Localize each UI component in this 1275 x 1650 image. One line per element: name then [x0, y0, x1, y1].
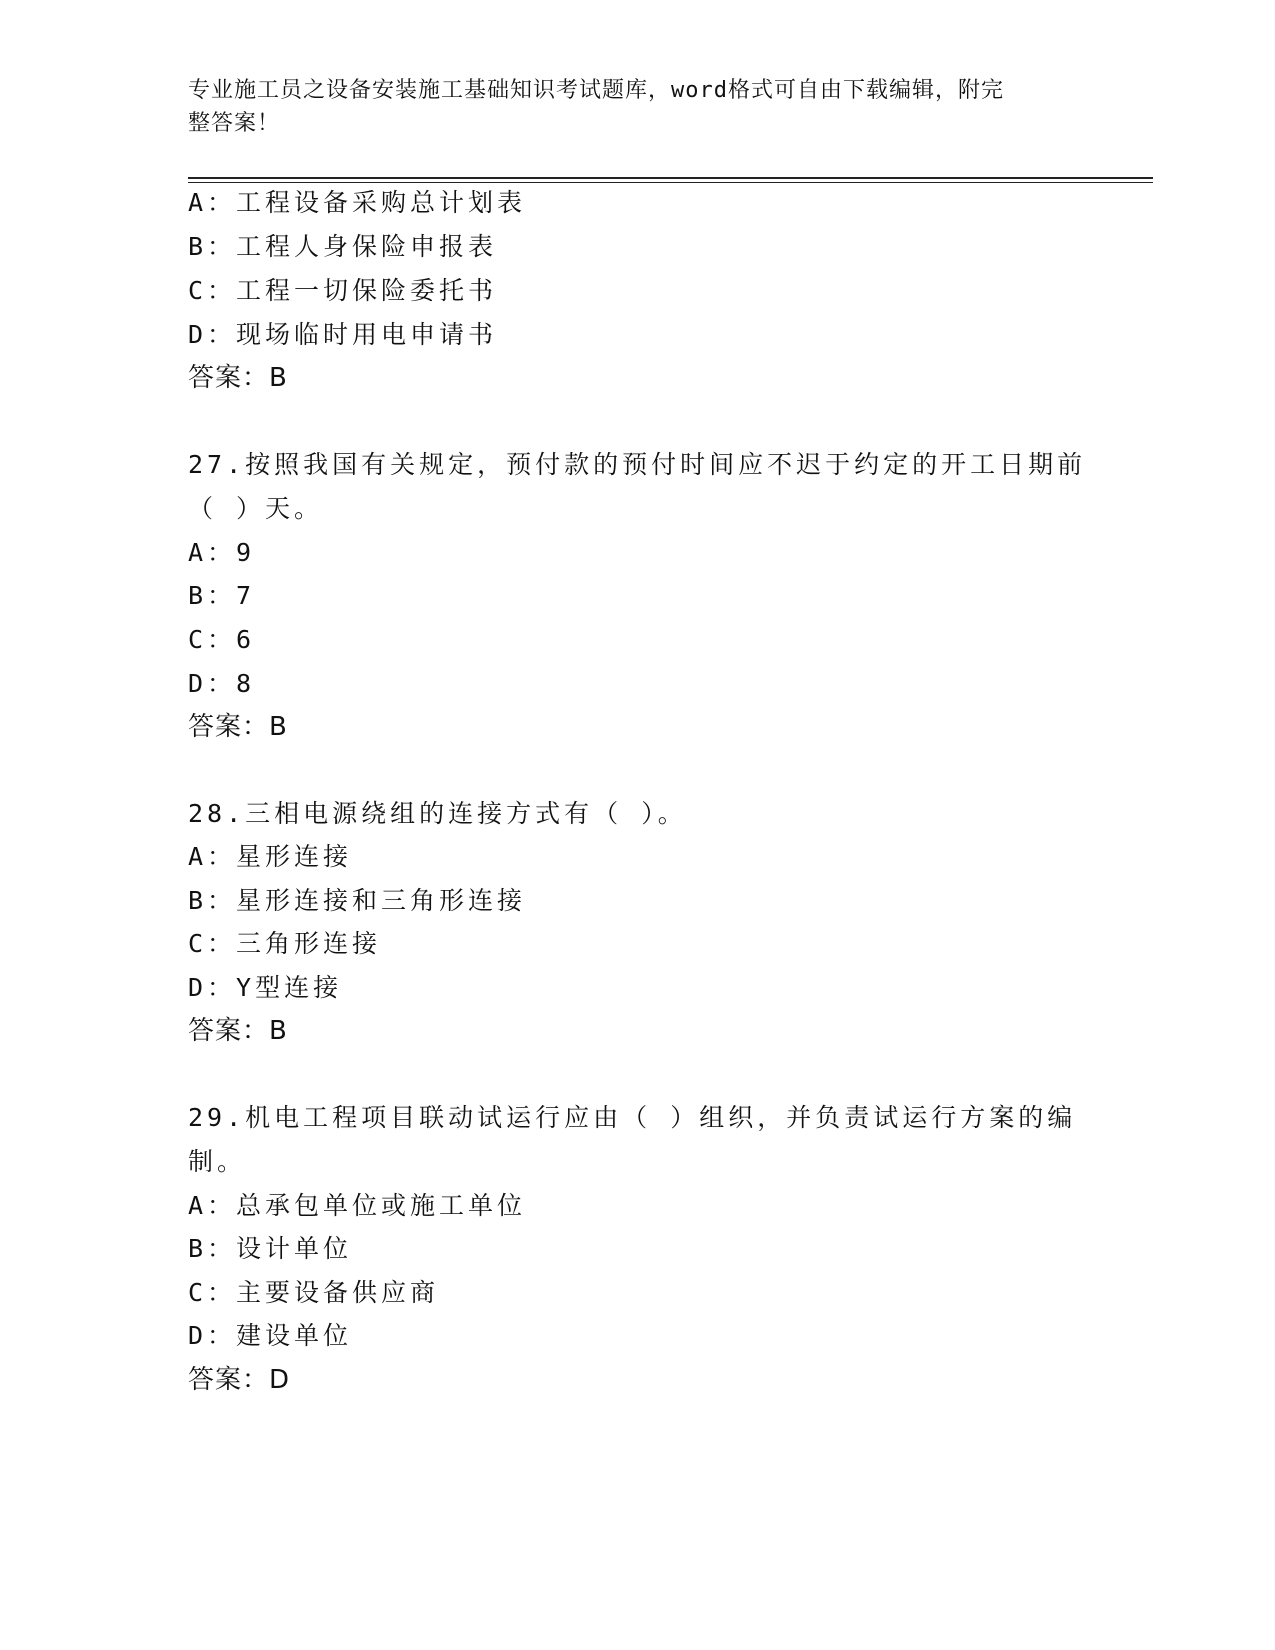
- q29-stem-line-2: 制。: [188, 1147, 247, 1176]
- q27-option-d: D：8: [188, 669, 256, 698]
- q28-stem-line-1: 28.三相电源绕组的连接方式有（ ）。: [188, 799, 687, 828]
- header-divider-thin: [188, 182, 1153, 183]
- q27-stem-line-2: （ ）天。: [188, 494, 324, 523]
- q27-option-b: B：7: [188, 581, 256, 610]
- q29-option-b: B：设计单位: [188, 1234, 353, 1263]
- header-title-line-2: 整答案！: [188, 111, 281, 136]
- q27-option-c: C：6: [188, 625, 256, 654]
- q26-answer: 答案：B: [188, 363, 288, 393]
- q26-option-d: D：现场临时用电申请书: [188, 320, 498, 349]
- q26-option-a: A：工程设备采购总计划表: [188, 188, 527, 217]
- q29-answer: 答案：D: [188, 1365, 291, 1395]
- q28-option-a: A：星形连接: [188, 842, 353, 871]
- q26-option-b: B：工程人身保险申报表: [188, 232, 498, 261]
- q27-stem-line-1: 27.按照我国有关规定，预付款的预付时间应不迟于约定的开工日期前: [188, 450, 1087, 479]
- q26-option-c: C：工程一切保险委托书: [188, 276, 498, 305]
- q28-option-b: B：星形连接和三角形连接: [188, 886, 527, 915]
- q29-option-c: C：主要设备供应商: [188, 1278, 440, 1307]
- header-title-line-1: 专业施工员之设备安装施工基础知识考试题库，word格式可自由下载编辑，附完: [188, 78, 1004, 103]
- q28-option-d: D：Y型连接: [188, 973, 343, 1002]
- q27-option-a: A：9: [188, 538, 256, 567]
- q28-answer: 答案：B: [188, 1016, 288, 1046]
- document-header: [188, 74, 1068, 140]
- q28-option-c: C：三角形连接: [188, 929, 382, 958]
- q27-answer: 答案：B: [188, 712, 288, 742]
- header-divider-thick: [188, 177, 1153, 179]
- q29-option-a: A：总承包单位或施工单位: [188, 1191, 527, 1220]
- q29-stem-line-1: 29.机电工程项目联动试运行应由（ ）组织，并负责试运行方案的编: [188, 1103, 1077, 1132]
- q29-option-d: D：建设单位: [188, 1321, 353, 1350]
